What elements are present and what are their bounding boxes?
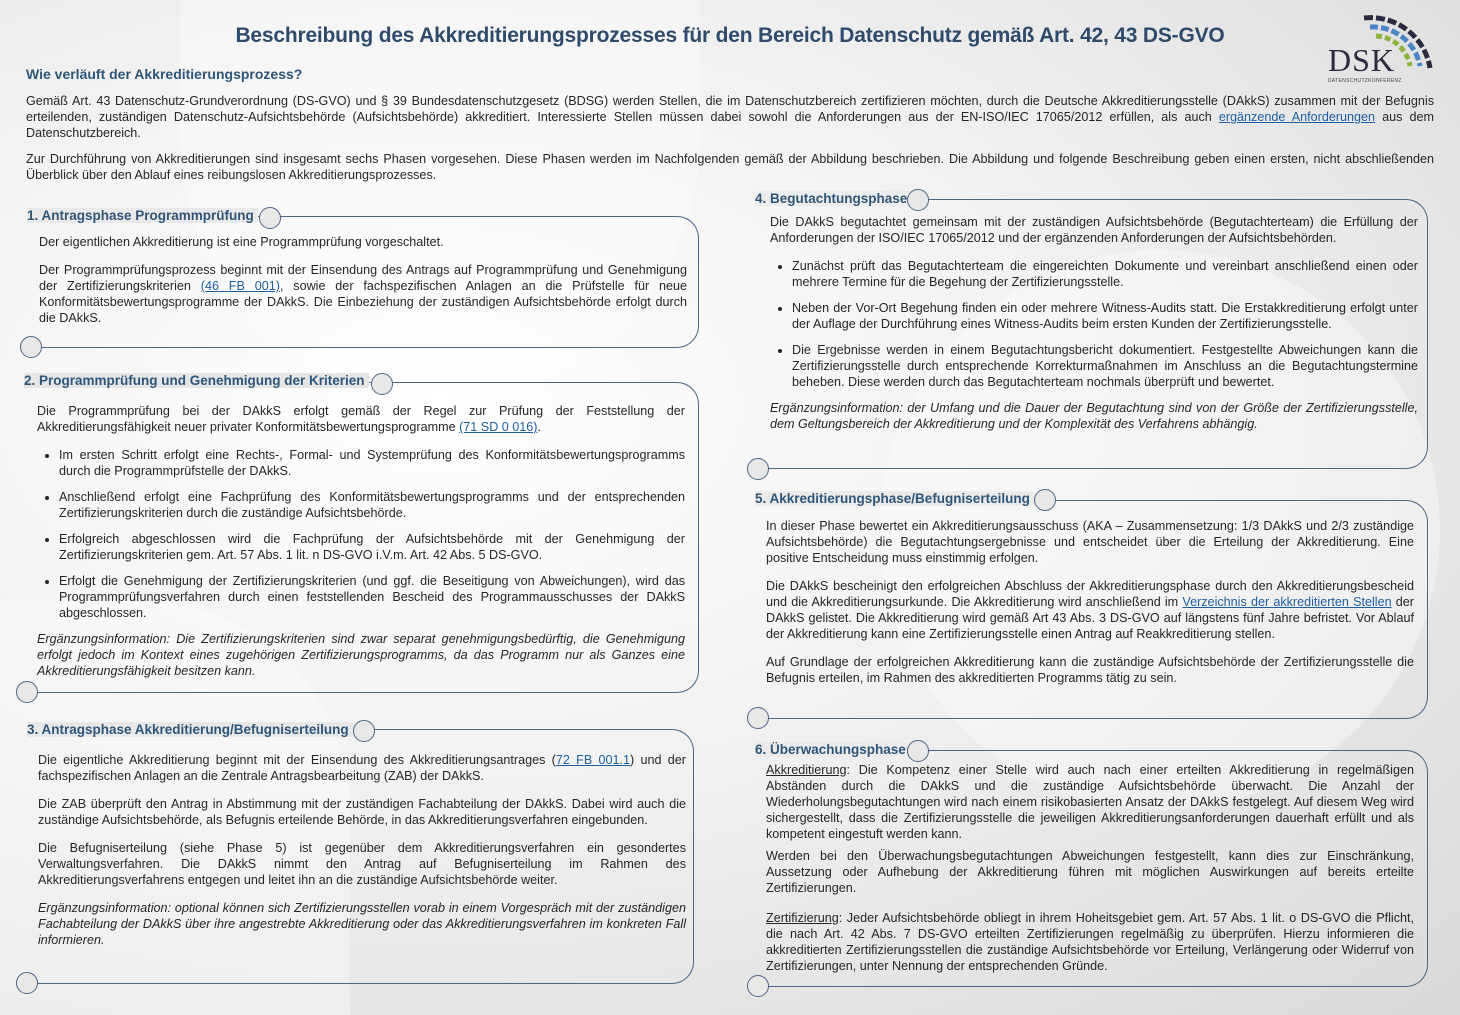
phase-body: In dieser Phase bewertet ein Akkreditierungsausschuss (AKA – Zusammensetzung: 1/3 DAkkS und 2/3 zuständige Aufsichtsbehörde) die Begutachtungsergebnisse und entscheidet über die Erteilung der Akkreditierung. Eine positive Entscheidung muss einstimmig erfolgen. Die DAkkS bescheinigt den erfolgreichen Abschluss der Akkreditierungsphase durch den Akkreditierungsbescheid und die Akkreditierungsurkunde. Die Akkreditierung wird anschließend im Verzeichnis der akkreditierten Stellen der DAkkS gelistet. Die Akkreditierung wird gemäß Art 43 Abs. 3 DS-GVO auf längstens fünf Jahre befristet. Vor Ablauf der Akkreditierung kann eine Zertifizierungsstelle einen Antrag auf Reakkreditierung stellen. Auf Grundlage der erfolgreichen Akkreditierung kann die zuständige Aufsichtsbehörde der Zertifizierungsstelle die Befugnis erteilen, im Rahmen des akkreditierten Programms tätig zu sein. <box>766 519 1414 685</box>
phase-title: 4. Begutachtungsphase <box>755 191 911 206</box>
link-46-fb-001[interactable]: (46 FB 001) <box>200 279 280 293</box>
link-verzeichnis-akkreditierte-stellen[interactable]: Verzeichnis der akkreditierten Stellen <box>1182 595 1392 609</box>
logo-text: DSK <box>1328 42 1396 78</box>
phase-title: 6. Überwachungsphase <box>755 742 910 757</box>
label-zertifizierung: Zertifizierung <box>766 911 839 925</box>
phase-start-ring <box>1034 489 1056 511</box>
list-item: • Neben der Vor-Ort Begehung finden ein oder mehrere Witness-Audits statt. Die Erstakkreditierung erfolgt unter der Auflage der Durchführung eines Witness-Audits beim ersten Kunden der Zertifizierungsstelle. <box>792 300 1418 332</box>
phase-start-ring <box>907 189 929 211</box>
list-item: • Im ersten Schritt erfolgt eine Rechts-, Formal- und Systemprüfung des Konformitätsbewertungsprogramms durch die Programmprüfstelle der DAkkS. <box>59 447 685 479</box>
phase-body: Die DAkkS begutachtet gemeinsam mit der zuständigen Aufsichtsbehörde (Begutachterteam) die Erfüllung der Anforderungen der ISO/IEC 17065/2012 und der ergänzenden Anforderungen der Aufsichtsbehörden. • Zunächst prüft das Begutachterteam die eingereichten Dokumente und vereinbart anschließend einen oder mehrere Termine für die Begehung der Zertifizierungsstelle. • Neben der Vor-Ort Begehung finden ein oder mehrere Witness-Audits statt. Die Erstakkreditierung erfolgt unter der Auflage der Durchführung eines Witness-Audits beim ersten Kunden der Zertifizierungsstelle. • Die Ergebnisse werden in einem Begutachtungsbericht dokumentiert. Festgestellte Abweichungen kann die Zertifizierungsstelle durch entsprechende Korrekturmaßnahmen im Anschluss an die Begutachtungstermine beheben. Diese werden durch das Begutachterteam nochmals überprüft und bewertet. Ergänzungsinformation: der Umfang und die Dauer der Begutachtung sind von der Größe der Zertifizierungsstelle, dem Geltungsbereich der Akkreditierung und der Komplexität des Verfahrens abhängig. <box>770 214 1418 444</box>
phase-start-ring <box>259 207 281 229</box>
intro-heading: Wie verläuft der Akkreditierungsprozess? <box>26 66 303 82</box>
phase-title: 3. Antragsphase Akkreditierung/Befugniserteilung <box>27 722 353 737</box>
list-item: • Erfolgreich abgeschlossen wird die Fachprüfung der Aufsichtsbehörde mit der Genehmigung der Zertifizierungskriterien gem. Art. 57 Abs. 1 lit. n DS-GVO i.V.m. Art. 42 Abs. 5 DS-GVO. <box>59 531 685 563</box>
supplementary-note: Ergänzungsinformation: optional können sich Zertifizierungsstellen vorab in einem Vorgespräch mit der zuständigen Fachabteilung der DAkkS über ihre angestrebte Akkreditierung oder das Akkreditierungsverfahren im konkreten Fall informieren. <box>38 901 686 947</box>
dsk-logo <box>1322 8 1437 88</box>
phase-end-ring <box>747 458 769 480</box>
phase-title: 1. Antragsphase Programmprüfung <box>27 208 258 223</box>
intro-paragraph-1: Gemäß Art. 43 Datenschutz-Grundverordnung (DS-GVO) und § 39 Bundesdatenschutzgesetz (BDSG) werden Stellen, die im Datenschutzbereich zertifizieren möchten, durch die Deutsche Akkreditierungsstelle (DAkkS) zusammen mit der Befugnis erteilenden, zuständigen Datenschutz-Aufsichtsbehörde (Aufsichtsbehörde) akkreditiert. Interessierte Stellen müssen dabei sowohl die Anforderungen aus der EN-ISO/IEC 17065/2012 erfüllen, als auch ergänzende Anforderungen aus dem Datenschutzbereich. <box>26 94 1435 140</box>
phase-start-ring <box>907 740 929 762</box>
phase-end-ring <box>16 972 38 994</box>
link-ergaenzende-anforderungen[interactable]: ergänzende Anforderungen <box>1218 110 1376 124</box>
intro-paragraph-2: Zur Durchführung von Akkreditierungen sind insgesamt sechs Phasen vorgesehen. Diese Phasen werden im Nachfolgenden gemäß der Abbildung beschrieben. Die Abbildung und folgende Beschreibung geben einen ersten, nicht abschließenden Überblick über den Ablauf eines reibungslosen Akkreditierungsprozesses. <box>26 152 1434 182</box>
phase-title: 2. Programmprüfung und Genehmigung der Kriterien <box>24 373 369 388</box>
phase-end-ring <box>16 681 38 703</box>
link-72-fb-001-1[interactable]: 72 FB 001.1 <box>555 753 631 767</box>
phase-bullet-list <box>770 258 1418 390</box>
supplementary-note: Ergänzungsinformation: Die Zertifizierungskriterien sind zwar separat genehmigungsbedürftig, die Genehmigung erfolgt jedoch im Kontext eines zugehörigen Zertifizierungsprogramms, da das Programm nur als Ganzes eine Akkreditierungsfähigkeit besitzen kann. <box>37 632 685 678</box>
phase-body: Die Programmprüfung bei der DAkkS erfolgt gemäß der Regel zur Prüfung der Feststellung der Akkreditierungsfähigkeit neuer privater Konformitätsbewertungsprogramme (71 SD 0 016). • Im ersten Schritt erfolgt eine Rechts-, Formal- und Systemprüfung des Konformitätsbewertungsprogramms durch die Programmprüfstelle der DAkkS. • Anschließend erfolgt eine Fachprüfung des Konformitätsbewertungsprogramms und der entsprechenden Zertifizierungskriterien durch die zuständige Aufsichtsbehörde. • Erfolgreich abgeschlossen wird die Fachprüfung der Aufsichtsbehörde mit der Genehmigung der Zertifizierungskriterien gem. Art. 57 Abs. 1 lit. n DS-GVO i.V.m. Art. 42 Abs. 5 DS-GVO. • Erfolgt die Genehmigung der Zertifizierungskriterien (und ggf. die Beseitigung von Abweichungen), wird das Programmprüfungsverfahren durch einen feststellenden Bescheid des Programmausschusses der DAkkS abgeschlossen. Ergänzungsinformation: Die Zertifizierungskriterien sind zwar separat genehmigungsbedürftig, die Genehmigung erfolgt jedoch im Kontext eines zugehörigen Zertifizierungsprogramms, da das Programm nur als Ganzes eine Akkreditierungsfähigkeit besitzen kann. <box>37 403 685 691</box>
phase-body: Die eigentliche Akkreditierung beginnt mit der Einsendung des Akkreditierungsantrages (72 FB 001.1) und der fachspezifischen Anlagen an die Zentrale Antragsbearbeitung (ZAB) der DAkkS. Die ZAB überprüft den Antrag in Abstimmung mit der zuständigen Fachabteilung der DAkkS. Dabei wird auch die zuständige Aufsichtsbehörde, als Befugnis erteilende Behörde, in das Akkreditierungsverfahren eingebunden. Die Befugniserteilung (siehe Phase 5) ist gegenüber dem Akkreditierungsverfahren ein gesondertes Verwaltungsverfahren. Die DAkkS nimmt den Antrag auf Befugniserteilung im Rahmen des Akkreditierungsverfahrens entgegen und leitet ihn an die zuständige Aufsichtsbehörde weiter. Ergänzungsinformation: optional können sich Zertifizierungsstellen vorab in einem Vorgespräch mit der zuständigen Fachabteilung der DAkkS über ihre angestrebte Akkreditierung oder das Akkreditierungsverfahren im konkreten Fall informieren. <box>38 753 686 947</box>
phase-start-ring <box>371 373 393 395</box>
list-item: • Die Ergebnisse werden in einem Begutachtungsbericht dokumentiert. Festgestellte Abweichungen kann die Zertifizierungsstelle durch entsprechende Korrekturmaßnahmen im Anschluss an die Begutachtungstermine beheben. Diese werden durch das Begutachterteam nochmals überprüft und bewertet. <box>792 342 1418 390</box>
phase-bullet-list <box>37 447 685 621</box>
supplementary-note: Ergänzungsinformation: der Umfang und die Dauer der Begutachtung sind von der Größe der Zertifizierungsstelle, dem Geltungsbereich der Akkreditierung und der Komplexität des Verfahrens abhängig. <box>770 401 1418 431</box>
link-71-sd-0-016[interactable]: (71 SD 0 016) <box>459 420 538 434</box>
phase-end-ring <box>20 336 42 358</box>
phase-start-ring <box>353 720 375 742</box>
phase-title: 5. Akkreditierungsphase/Befugniserteilung <box>755 491 1034 506</box>
phase-end-ring <box>747 707 769 729</box>
phase-body: Akkreditierung: Die Kompetenz einer Stelle wird auch nach einer erteilten Akkreditierung in regelmäßigen Abständen durch die DAkkS und die zuständige Aufsichtsbehörde überwacht. Die Anzahl der Wiederholungsbegutachtungen wird nach einem risikobasierten Ansatz der DAkkS festgelegt. Auf diesem Weg wird sichergestellt, dass die Zertifizierungsstelle die jeweiligen Akkreditierungsanforderungen dauerhaft erfüllt und als kompetent eingestuft werden kann. Werden bei den Überwachungsbegutachtungen Abweichungen festgestellt, kann dies zur Einschränkung, Aussetzung oder Aufhebung der Akkreditierung führen mit möglichen Auswirkungen auf bereits erteilte Zertifizierungen. Zertifizierung: Jeder Aufsichtsbehörde obliegt in ihrem Hoheitsgebiet gem. Art. 57 Abs. 1 lit. o DS-GVO die Pflicht, die nach Art. 42 Abs. 7 DS-GVO erteilten Zertifizierungen regelmäßig zu überprüfen. Hierzu informieren die akkreditierten Zertifizierungsstellen die zuständige Aufsichtsbehörde vor Erteilung, Verlängerung oder Widerruf von Zertifizierungen, unter Nennung der entsprechenden Gründe. <box>766 763 1414 973</box>
phase-body: Der eigentlichen Akkreditierung ist eine Programmprüfung vorgeschaltet. Der Programmprüfungsprozess beginnt mit der Einsendung des Antrags auf Programmprüfung und Genehmigung der Zertifizierungskriterien (46 FB 001), sowie der fachspezifischen Anlagen an die Prüfstelle für neue Konformitätsbewertungsprogramme der DAkkS. Die Einbeziehung der zuständigen Aufsichtsbehörde erfolgt durch die DAkkS. <box>39 235 688 325</box>
label-akkreditierung: Akkreditierung <box>766 763 847 777</box>
page-title: Beschreibung des Akkreditierungsprozesses für den Bereich Datenschutz gemäß Art. 42, 43 DS-GVO <box>235 24 1225 47</box>
logo-subtitle: DATENSCHUTZKONFERENZ <box>1328 78 1402 84</box>
list-item: • Zunächst prüft das Begutachterteam die eingereichten Dokumente und vereinbart anschließend einen oder mehrere Termine für die Begehung der Zertifizierungsstelle. <box>792 258 1418 290</box>
list-item: • Anschließend erfolgt eine Fachprüfung des Konformitätsbewertungsprogramms und der entsprechenden Zertifizierungskriterien durch die zuständige Aufsichtsbehörde. <box>59 489 685 521</box>
list-item: • Erfolgt die Genehmigung der Zertifizierungskriterien (und ggf. die Beseitigung von Abweichungen), wird das Programmprüfungsverfahren durch einen feststellenden Bescheid des Programmausschusses der DAkkS abgeschlossen. <box>59 573 685 621</box>
